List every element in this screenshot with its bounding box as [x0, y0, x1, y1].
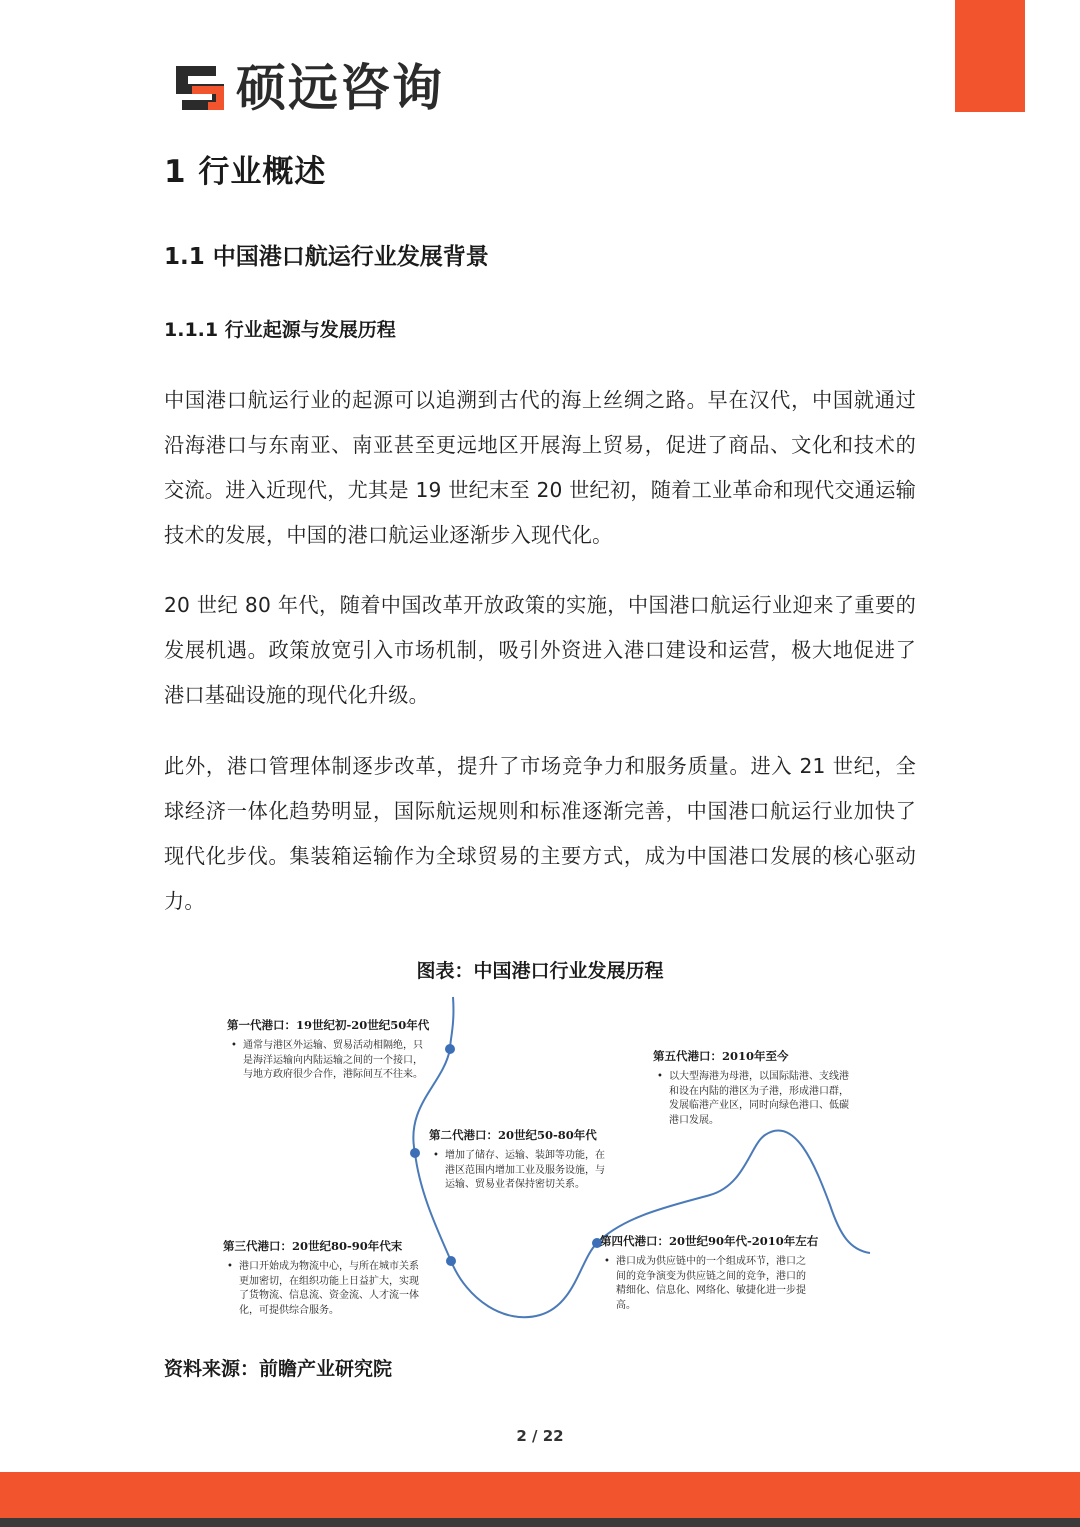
- stage-2-dot: [410, 1148, 420, 1158]
- section-heading-1: 1 行业概述: [164, 154, 327, 190]
- figure-title: 图表：中国港口行业发展历程: [416, 960, 664, 982]
- stage-5: [653, 1048, 853, 1128]
- corner-accent-tab: [955, 0, 1025, 112]
- stage-5-desc: • 以大型海港为母港，以国际陆港、支线港和设在内陆的港区为子港，形成港口群，发展临港产业区，同时向绿色港口、低碳港口发展。: [653, 1070, 853, 1128]
- section-heading-3: 1.1.1 行业起源与发展历程: [164, 319, 396, 341]
- section-heading-2: 1.1 中国港口航运行业发展背景: [164, 244, 489, 270]
- stage-1: [227, 1017, 430, 1083]
- footer-strip: [0, 1518, 1080, 1527]
- stage-3: [223, 1238, 423, 1318]
- stage-1-desc: • 通常与港区外运输、贸易活动相隔绝，只是海洋运输向内陆运输之间的一个接口，与地方政府很少合作，港际间互不往来。: [227, 1039, 427, 1083]
- stage-1-dot: [445, 1044, 455, 1054]
- stage-2: [429, 1127, 611, 1193]
- body-paragraph: 此外，港口管理体制逐步改革，提升了市场竞争力和服务质量。进入 21 世纪，全球经济一体化趋势明显，国际航运规则和标准逐渐完善，中国港口航运行业加快了现代化步伐。集装箱运输作为全球贸易的主要方式，成为中国港口发展的核心驱动力。: [164, 754, 916, 913]
- figure-source: 资料来源：前瞻产业研究院: [164, 1358, 393, 1380]
- body-paragraph: 20 世纪 80 年代，随着中国改革开放政策的实施，中国港口航运行业迎来了重要的发展机遇。政策放宽引入市场机制，吸引外资进入港口建设和运营，极大地促进了港口基础设施的现代化升级。: [164, 593, 916, 707]
- footer-bar: [0, 1472, 1080, 1518]
- stage-2-desc: • 增加了储存、运输、装卸等功能，在港区范围内增加工业及服务设施，与运输、贸易业者保持密切关系。: [429, 1149, 611, 1193]
- page-number: 2 / 22: [516, 1427, 564, 1445]
- brand-logo: [172, 58, 444, 118]
- logo-mark-icon: [172, 62, 228, 114]
- stage-4-desc: • 港口成为供应链中的一个组成环节，港口之间的竞争演变为供应链之间的竞争，港口的精细化、信息化、网络化、敏捷化进一步提高。: [600, 1255, 810, 1313]
- stage-3-desc: • 港口开始成为物流中心，与所在城市关系更加密切，在组织功能上日益扩大，实现了货物流、信息流、资金流、人才流一体化，可提供综合服务。: [223, 1260, 423, 1318]
- stage-4-title: 第四代港口：20世纪90年代-2010年左右: [600, 1234, 819, 1248]
- stage-5-title: 第五代港口：2010年至今: [653, 1049, 789, 1063]
- stage-1-title: 第一代港口：19世纪初-20世纪50年代: [227, 1018, 430, 1032]
- body-paragraph: 中国港口航运行业的起源可以追溯到古代的海上丝绸之路。早在汉代，中国就通过沿海港口与东南亚、南亚甚至更远地区开展海上贸易，促进了商品、文化和技术的交流。进入近现代，尤其是 19 世纪末至 20 世纪初，随着工业革命和现代交通运输技术的发展，中国的港口航运业逐渐步入现代化。: [164, 388, 916, 547]
- port-timeline-figure: [205, 995, 875, 1345]
- stage-2-title: 第二代港口：20世纪50-80年代: [429, 1128, 597, 1142]
- logo-wordmark: 硕远咨询: [236, 59, 444, 117]
- stage-4: [600, 1233, 819, 1313]
- stage-3-dot: [446, 1256, 456, 1266]
- stage-3-title: 第三代港口：20世纪80-90年代末: [223, 1239, 403, 1253]
